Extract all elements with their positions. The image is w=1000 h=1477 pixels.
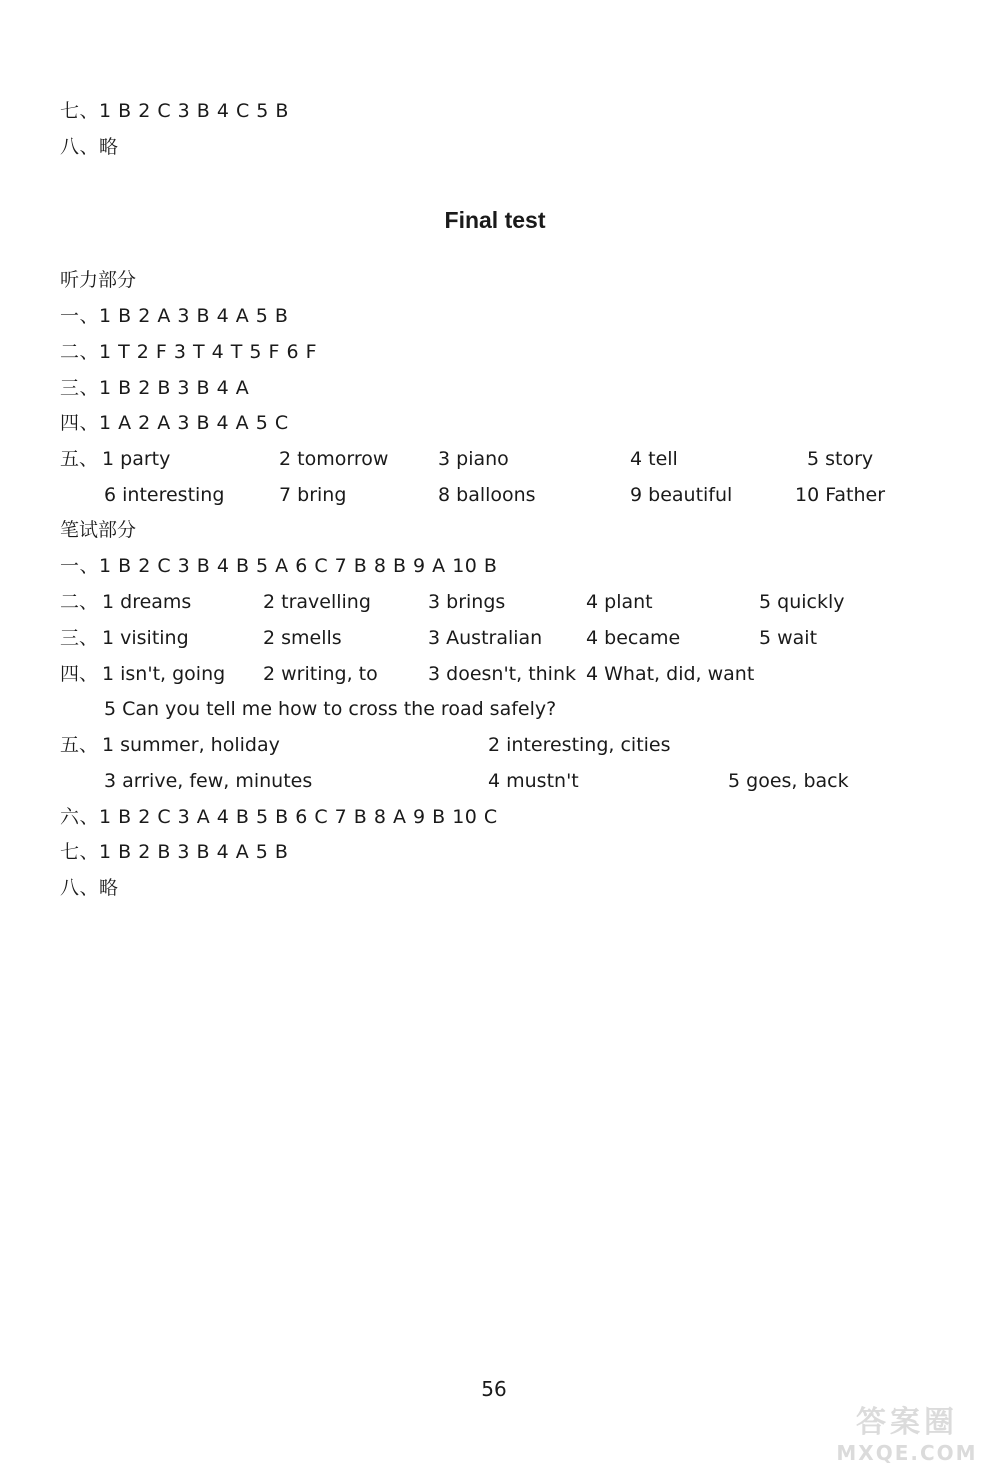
prev-q7-answers: 七、1 B 2 C 3 B 4 C 5 B: [60, 100, 289, 122]
prev-q8-answers: 八、略: [60, 136, 119, 158]
writing-q5-item: 3 arrive, few, minutes: [104, 770, 313, 792]
writing-q3-item: 2 smells: [263, 627, 342, 649]
page-title: Final test: [444, 207, 546, 233]
writing-heading: 笔试部分: [60, 519, 137, 541]
writing-q2-label: 二、: [60, 591, 99, 613]
writing-q3-item: 3 Australian: [428, 627, 543, 649]
writing-q2-item: 1 dreams: [102, 591, 192, 613]
writing-q4-item: 4 What, did, want: [586, 663, 755, 685]
writing-q3-label: 三、: [60, 627, 99, 649]
listening-q5-label: 五、: [60, 448, 99, 470]
writing-q5-label: 五、: [60, 734, 99, 756]
writing-q7: 七、1 B 2 B 3 B 4 A 5 B: [60, 841, 289, 863]
listening-q5-item: 9 beautiful: [630, 484, 733, 506]
writing-q5-item: 1 summer, holiday: [102, 734, 280, 756]
writing-q4-item: 3 doesn't, think: [428, 663, 577, 685]
listening-q5-item: 3 piano: [438, 448, 509, 470]
listening-q5-item: 1 party: [102, 448, 171, 470]
writing-q2-item: 3 brings: [428, 591, 506, 613]
watermark-top: 答案圈: [856, 1405, 958, 1440]
writing-q2-item: 4 plant: [586, 591, 653, 613]
writing-q6: 六、1 B 2 C 3 A 4 B 5 B 6 C 7 B 8 A 9 B 10 C: [60, 806, 498, 828]
listening-heading: 听力部分: [60, 269, 137, 291]
listening-q2: 二、1 T 2 F 3 T 4 T 5 F 6 F: [60, 341, 318, 363]
listening-q3: 三、1 B 2 B 3 B 4 A: [60, 377, 250, 399]
listening-q5-item: 2 tomorrow: [279, 448, 389, 470]
site-watermark: [822, 1405, 992, 1469]
writing-q3-item: 1 visiting: [102, 627, 189, 649]
writing-q3-item: 5 wait: [759, 627, 818, 649]
writing-q8: 八、略: [60, 877, 119, 899]
listening-q4: 四、1 A 2 A 3 B 4 A 5 C: [60, 412, 289, 434]
writing-q2-item: 5 quickly: [759, 591, 845, 613]
listening-q1: 一、1 B 2 A 3 B 4 A 5 B: [60, 305, 289, 327]
writing-q1: 一、1 B 2 C 3 B 4 B 5 A 6 C 7 B 8 B 9 A 10 B: [60, 555, 498, 577]
writing-q5-item: 2 interesting, cities: [488, 734, 671, 756]
watermark-bottom: MXQE.COM: [836, 1441, 978, 1465]
listening-q5-item: 4 tell: [630, 448, 678, 470]
listening-q5-item: 6 interesting: [104, 484, 225, 506]
listening-q5-item: 8 balloons: [438, 484, 536, 506]
writing-q4-item5: 5 Can you tell me how to cross the road safely?: [104, 698, 557, 720]
writing-q4-item: 2 writing, to: [263, 663, 378, 685]
listening-q5-item: 10 Father: [795, 484, 886, 506]
writing-q4-item: 1 isn't, going: [102, 663, 226, 685]
listening-q5-item: 7 bring: [279, 484, 347, 506]
writing-q2-item: 2 travelling: [263, 591, 371, 613]
writing-q4-label: 四、: [60, 663, 99, 685]
writing-q5-item: 4 mustn't: [488, 770, 579, 792]
listening-q5-item: 5 story: [807, 448, 874, 470]
writing-q5-item: 5 goes, back: [728, 770, 849, 792]
page-number: 56: [481, 1377, 507, 1401]
writing-q3-item: 4 became: [586, 627, 681, 649]
